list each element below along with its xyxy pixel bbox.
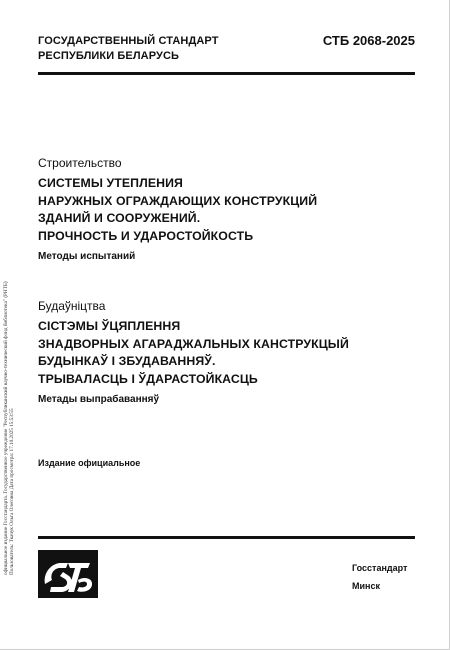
publisher-name: Госстандарт <box>352 563 408 573</box>
side-note-line-1: официальное издание Госстандарта. Государственное учреждение "Республиканский научно-технический фонд библиотека" (РНТБ) <box>3 281 9 575</box>
top-rule <box>38 72 415 75</box>
title-by-line: БУДЫНКАЎ І ЗБУДАВАННЯЎ. <box>38 354 216 368</box>
method-ru: Методы испытаний <box>38 251 136 262</box>
title-ru-line: ПРОЧНОСТЬ И УДАРОСТОЙКОСТЬ <box>38 228 254 243</box>
title-block-russian <box>38 156 418 264</box>
publisher-block <box>352 559 407 595</box>
standard-header <box>38 34 219 64</box>
bottom-rule <box>38 536 415 539</box>
title-by-line: СІСТЭМЫ ЎЦЯПЛЕННЯ <box>38 319 181 333</box>
side-watermark-note <box>3 105 16 575</box>
title-ru-line: ЗДАНИЙ И СООРУЖЕНИЙ. <box>38 211 201 225</box>
standard-code: СТБ 2068-2025 <box>322 33 415 48</box>
title-by <box>38 318 418 388</box>
side-note-line-2: Пользователь: Ткачук Ольга Олеговна Дата просмотра: 17.10.2025 15:53:55 <box>9 408 16 575</box>
title-by-line: ТРЫВАЛАСЦЬ І ЎДАРАСТОЙКАСЦЬ <box>38 371 258 386</box>
title-ru-line: НАРУЖНЫХ ОГРАЖДАЮЩИХ КОНСТРУКЦИЙ <box>38 193 318 208</box>
publisher-city: Минск <box>352 581 380 591</box>
category-ru: Строительство <box>38 156 122 170</box>
title-ru-line: СИСТЕМЫ УТЕПЛЕНИЯ <box>38 176 183 190</box>
title-ru <box>38 175 418 245</box>
edition-label: Издание официальное <box>38 458 141 468</box>
category-by: Будаўніцтва <box>38 299 106 313</box>
title-by-line: ЗНАДВОРНЫХ АГАРАДЖАЛЬНЫХ КАНСТРУКЦЫЙ <box>38 336 349 351</box>
stb-logo-icon <box>38 550 98 598</box>
header-line-2: РЕСПУБЛИКИ БЕЛАРУСЬ <box>38 50 179 62</box>
header-line-1: ГОСУДАРСТВЕННЫЙ СТАНДАРТ <box>38 35 219 47</box>
title-block-belarusian <box>38 299 418 407</box>
method-by: Метады выпрабаванняў <box>38 394 160 405</box>
